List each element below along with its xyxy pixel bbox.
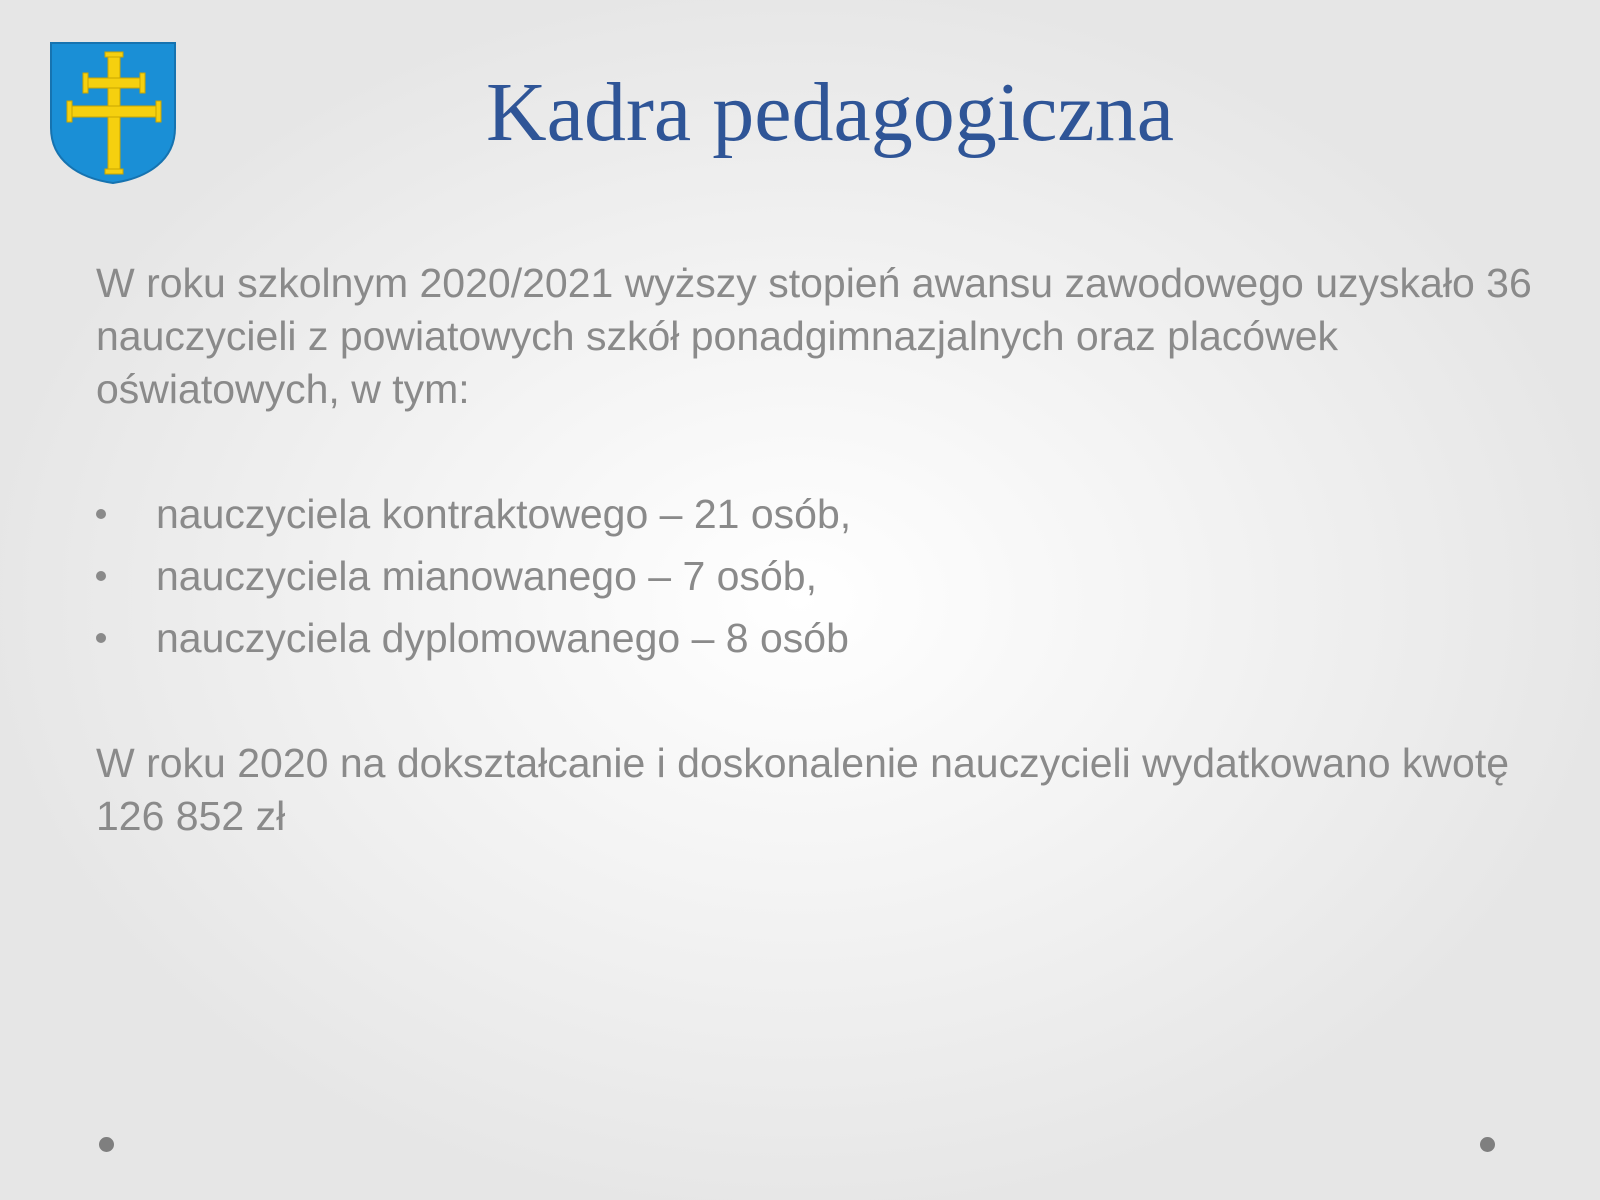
list-item-text: nauczyciela dyplomowanego – 8 osób [156, 615, 849, 661]
slide-title: Kadra pedagogiczna [486, 66, 1174, 159]
list-item-text: nauczyciela mianowanego – 7 osób, [156, 553, 817, 599]
bullet-list [96, 483, 1296, 669]
list-item [96, 545, 1296, 607]
list-item [96, 607, 1296, 669]
coat-of-arms-icon [50, 42, 176, 184]
intro-paragraph: W roku szkolnym 2020/2021 wyższy stopień awansu zawodowego uzyskało 36 nauczycieli z powiatowych szkół ponadgimnazjalnych oraz placówek oświatowych, w tym: [96, 260, 1532, 412]
summary-paragraph: W roku 2020 na dokształcanie i doskonalenie nauczycieli wydatkowano kwotę 126 852 zł [96, 740, 1510, 839]
bullet-icon [96, 633, 106, 643]
list-item-text: nauczyciela kontraktowego – 21 osób, [156, 491, 852, 537]
list-item [96, 483, 1296, 545]
bullet-icon [96, 571, 106, 581]
corner-dot-icon [1480, 1137, 1495, 1152]
bullet-icon [96, 509, 106, 519]
corner-dot-icon [99, 1137, 114, 1152]
